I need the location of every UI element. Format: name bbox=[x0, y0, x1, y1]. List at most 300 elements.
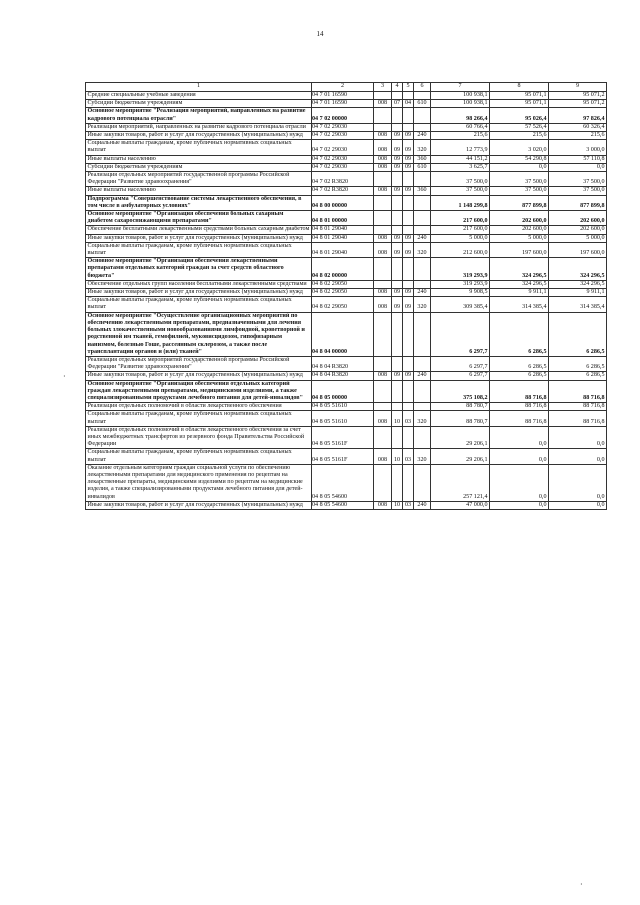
subsection-code bbox=[403, 172, 414, 187]
subsection-code bbox=[403, 356, 414, 371]
expense-type-code: 320 bbox=[414, 411, 431, 426]
amount-year-2: 314 385,4 bbox=[490, 297, 549, 312]
amount-year-3: 0,0 bbox=[549, 449, 607, 464]
department-code bbox=[374, 195, 392, 210]
table-row bbox=[86, 242, 607, 257]
amount-year-3: 9 911,1 bbox=[549, 289, 607, 297]
row-name: Обеспечение бесплатными лекарственными средствами больных сахарным диабетом bbox=[86, 226, 312, 234]
amount-year-1: 212 600,0 bbox=[431, 242, 490, 257]
page-number: 14 bbox=[316, 30, 324, 38]
row-name: Социальные выплаты гражданам, кроме публичных нормативных социальных выплат bbox=[86, 449, 312, 464]
table-row bbox=[86, 123, 607, 131]
amount-year-3: 324 296,5 bbox=[549, 258, 607, 281]
section-code: 09 bbox=[392, 297, 403, 312]
department-code bbox=[374, 426, 392, 449]
program-code: 04 8 05 51610 bbox=[312, 411, 374, 426]
row-name: Иные закупки товаров, работ и услуг для государственных (муниципальных) нужд bbox=[86, 372, 312, 380]
subsection-code bbox=[403, 464, 414, 501]
table-row bbox=[86, 172, 607, 187]
subsection-code: 09 bbox=[403, 234, 414, 242]
subsection-code: 09 bbox=[403, 155, 414, 163]
margin-mark: · bbox=[63, 372, 66, 381]
amount-year-3: 324 296,5 bbox=[549, 280, 607, 288]
amount-year-3: 88 716,8 bbox=[549, 403, 607, 411]
expense-type-code bbox=[414, 92, 431, 100]
amount-year-2: 324 296,5 bbox=[490, 258, 549, 281]
department-code bbox=[374, 403, 392, 411]
expense-type-code: 610 bbox=[414, 100, 431, 108]
amount-year-2: 6 286,5 bbox=[490, 372, 549, 380]
department-code: 008 bbox=[374, 372, 392, 380]
table-row bbox=[86, 297, 607, 312]
row-name: Социальные выплаты гражданам, кроме публичных нормативных социальных выплат bbox=[86, 411, 312, 426]
table-row bbox=[86, 132, 607, 140]
subsection-code: 09 bbox=[403, 187, 414, 195]
section-code bbox=[392, 464, 403, 501]
amount-year-1: 257 121,4 bbox=[431, 464, 490, 501]
table-row bbox=[86, 426, 607, 449]
section-code bbox=[392, 211, 403, 226]
amount-year-1: 29 206,1 bbox=[431, 426, 490, 449]
program-code: 04 8 05 51610 bbox=[312, 403, 374, 411]
amount-year-2: 215,6 bbox=[490, 132, 549, 140]
amount-year-3: 314 385,4 bbox=[549, 297, 607, 312]
subsection-code bbox=[403, 108, 414, 123]
subsection-code bbox=[403, 92, 414, 100]
table-row bbox=[86, 449, 607, 464]
section-code: 09 bbox=[392, 140, 403, 155]
table-row bbox=[86, 195, 607, 210]
table-row bbox=[86, 140, 607, 155]
amount-year-1: 5 000,0 bbox=[431, 234, 490, 242]
department-code: 008 bbox=[374, 140, 392, 155]
table-row bbox=[86, 211, 607, 226]
program-code: 04 8 02 29050 bbox=[312, 297, 374, 312]
amount-year-3: 5 000,0 bbox=[549, 234, 607, 242]
amount-year-3: 60 326,4 bbox=[549, 123, 607, 131]
table-row bbox=[86, 163, 607, 171]
amount-year-3: 6 286,5 bbox=[549, 356, 607, 371]
row-name: Иные выплаты населению bbox=[86, 155, 312, 163]
department-code: 008 bbox=[374, 155, 392, 163]
amount-year-3: 3 000,0 bbox=[549, 140, 607, 155]
program-code: 04 7 02 29030 bbox=[312, 155, 374, 163]
subsection-code: 09 bbox=[403, 297, 414, 312]
amount-year-2: 0,0 bbox=[490, 449, 549, 464]
subsection-code bbox=[403, 195, 414, 210]
table-row bbox=[86, 258, 607, 281]
department-code: 008 bbox=[374, 100, 392, 108]
expense-type-code: 240 bbox=[414, 372, 431, 380]
amount-year-3: 202 600,0 bbox=[549, 226, 607, 234]
department-code: 008 bbox=[374, 449, 392, 464]
subsection-code: 09 bbox=[403, 289, 414, 297]
amount-year-1: 60 766,4 bbox=[431, 123, 490, 131]
program-code: 04 8 01 29040 bbox=[312, 226, 374, 234]
header-row bbox=[86, 83, 607, 92]
program-code: 04 8 02 29050 bbox=[312, 289, 374, 297]
expense-type-code bbox=[414, 172, 431, 187]
department-code: 008 bbox=[374, 411, 392, 426]
amount-year-1: 47 000,0 bbox=[431, 501, 490, 509]
department-code: 008 bbox=[374, 289, 392, 297]
amount-year-2: 324 296,5 bbox=[490, 280, 549, 288]
amount-year-1: 3 625,7 bbox=[431, 163, 490, 171]
row-name: Основное мероприятие "Осуществление организационных мероприятий по обеспечению лекарственными препаратами, предназначенными для лечения больных злокачественными новообразованиями лимфоидной, кроветворной и родственной им тканей, гемофилией, муковисцидозом, гипофизарным нанизмом, болезнью Гоше, рассеянным склерозом, а также после трансплантации органов и (или) тканей" bbox=[86, 312, 312, 356]
section-code: 09 bbox=[392, 289, 403, 297]
section-code: 09 bbox=[392, 242, 403, 257]
table-row bbox=[86, 501, 607, 509]
amount-year-2: 57 526,4 bbox=[490, 123, 549, 131]
department-code bbox=[374, 92, 392, 100]
subsection-code: 09 bbox=[403, 163, 414, 171]
expense-type-code bbox=[414, 123, 431, 131]
subsection-code bbox=[403, 226, 414, 234]
header-cell: 3 bbox=[374, 83, 392, 92]
subsection-code bbox=[403, 123, 414, 131]
amount-year-1: 6 297,7 bbox=[431, 372, 490, 380]
amount-year-3: 95 071,2 bbox=[549, 100, 607, 108]
department-code: 008 bbox=[374, 163, 392, 171]
expense-type-code bbox=[414, 312, 431, 356]
row-name: Основное мероприятие "Организация обеспечения отдельных категорий граждан лекарственными препаратами, медицинскими изделиями, а также специализированными продуктами лечебного питания для детей-инвалидов" bbox=[86, 380, 312, 403]
amount-year-3: 197 600,0 bbox=[549, 242, 607, 257]
program-code: 04 7 02 29030 bbox=[312, 163, 374, 171]
amount-year-1: 217 600,0 bbox=[431, 211, 490, 226]
table-row bbox=[86, 403, 607, 411]
row-name: Реализация отдельных мероприятий государственной программы Российской Федерации "Развитие здравоохранения" bbox=[86, 172, 312, 187]
amount-year-1: 88 780,7 bbox=[431, 411, 490, 426]
amount-year-3: 57 110,8 bbox=[549, 155, 607, 163]
table-row bbox=[86, 372, 607, 380]
section-code bbox=[392, 312, 403, 356]
section-code: 09 bbox=[392, 155, 403, 163]
section-code bbox=[392, 258, 403, 281]
section-code bbox=[392, 172, 403, 187]
expense-type-code: 320 bbox=[414, 449, 431, 464]
amount-year-1: 215,6 bbox=[431, 132, 490, 140]
amount-year-2: 202 600,0 bbox=[490, 226, 549, 234]
amount-year-1: 98 266,4 bbox=[431, 108, 490, 123]
amount-year-2: 6 286,5 bbox=[490, 312, 549, 356]
subsection-code bbox=[403, 426, 414, 449]
department-code: 008 bbox=[374, 242, 392, 257]
row-name: Реализация мероприятий, направленных на развитие кадрового потенциала отрасли bbox=[86, 123, 312, 131]
section-code: 09 bbox=[392, 187, 403, 195]
row-name: Реализация отдельных мероприятий государственной программы Российской Федерации "Развитие здравоохранения" bbox=[86, 356, 312, 371]
subsection-code bbox=[403, 380, 414, 403]
amount-year-3: 6 286,5 bbox=[549, 372, 607, 380]
amount-year-2: 6 286,5 bbox=[490, 356, 549, 371]
section-code: 10 bbox=[392, 449, 403, 464]
section-code bbox=[392, 356, 403, 371]
program-code: 04 7 02 29030 bbox=[312, 140, 374, 155]
department-code bbox=[374, 211, 392, 226]
subsection-code: 09 bbox=[403, 132, 414, 140]
amount-year-1: 100 938,1 bbox=[431, 92, 490, 100]
amount-year-2: 3 020,0 bbox=[490, 140, 549, 155]
program-code: 04 8 05 00000 bbox=[312, 380, 374, 403]
expense-type-code bbox=[414, 380, 431, 403]
amount-year-2: 5 000,0 bbox=[490, 234, 549, 242]
header-cell: 1 bbox=[86, 83, 312, 92]
program-code: 04 7 01 16590 bbox=[312, 100, 374, 108]
department-code bbox=[374, 226, 392, 234]
department-code bbox=[374, 356, 392, 371]
amount-year-1: 44 151,2 bbox=[431, 155, 490, 163]
row-name: Оказание отдельным категориям граждан социальной услуги по обеспечению лекарственными препаратами для медицинского применения по рецептам на лекарственные препараты, медицинскими изделиями по рецептам на медицинские изделия, а также специализированными продуктами лечебного питания для детей-инвалидов bbox=[86, 464, 312, 501]
section-code: 09 bbox=[392, 234, 403, 242]
amount-year-1: 319 293,9 bbox=[431, 258, 490, 281]
subsection-code bbox=[403, 312, 414, 356]
amount-year-2: 37 500,0 bbox=[490, 172, 549, 187]
amount-year-3: 0,0 bbox=[549, 464, 607, 501]
amount-year-3: 0,0 bbox=[549, 501, 607, 509]
section-code: 09 bbox=[392, 163, 403, 171]
section-code bbox=[392, 426, 403, 449]
row-name: Иные выплаты населению bbox=[86, 187, 312, 195]
table-row bbox=[86, 280, 607, 288]
department-code: 008 bbox=[374, 234, 392, 242]
subsection-code: 04 bbox=[403, 100, 414, 108]
header-cell: 6 bbox=[414, 83, 431, 92]
section-code: 10 bbox=[392, 411, 403, 426]
amount-year-1: 309 385,4 bbox=[431, 297, 490, 312]
table-row bbox=[86, 234, 607, 242]
row-name: Социальные выплаты гражданам, кроме публичных нормативных социальных выплат bbox=[86, 140, 312, 155]
amount-year-2: 197 600,0 bbox=[490, 242, 549, 257]
table-row bbox=[86, 312, 607, 356]
program-code: 04 8 05 5161F bbox=[312, 449, 374, 464]
margin-mark: · bbox=[580, 880, 583, 889]
department-code bbox=[374, 123, 392, 131]
amount-year-3: 0,0 bbox=[549, 426, 607, 449]
section-code: 09 bbox=[392, 132, 403, 140]
amount-year-3: 88 716,8 bbox=[549, 411, 607, 426]
row-name: Иные закупки товаров, работ и услуг для государственных (муниципальных) нужд bbox=[86, 501, 312, 509]
amount-year-2: 877 899,8 bbox=[490, 195, 549, 210]
amount-year-2: 95 071,1 bbox=[490, 92, 549, 100]
department-code bbox=[374, 380, 392, 403]
header-cell: 2 bbox=[312, 83, 374, 92]
expense-type-code bbox=[414, 108, 431, 123]
subsection-code bbox=[403, 258, 414, 281]
row-name: Реализация отдельных полномочий в области лекарственного обеспечения за счет иных межбюджетных трансфертов из резервного фонда Правительства Российской Федерации bbox=[86, 426, 312, 449]
amount-year-2: 0,0 bbox=[490, 464, 549, 501]
amount-year-1: 88 780,7 bbox=[431, 403, 490, 411]
amount-year-2: 37 500,0 bbox=[490, 187, 549, 195]
amount-year-2: 9 911,1 bbox=[490, 289, 549, 297]
department-code bbox=[374, 464, 392, 501]
subsection-code bbox=[403, 280, 414, 288]
amount-year-1: 37 500,0 bbox=[431, 172, 490, 187]
program-code: 04 8 01 29040 bbox=[312, 234, 374, 242]
section-code bbox=[392, 226, 403, 234]
row-name: Реализация отдельных полномочий в области лекарственного обеспечения bbox=[86, 403, 312, 411]
amount-year-2: 88 716,8 bbox=[490, 380, 549, 403]
amount-year-1: 6 297,7 bbox=[431, 356, 490, 371]
expense-type-code: 240 bbox=[414, 501, 431, 509]
amount-year-2: 0,0 bbox=[490, 426, 549, 449]
section-code bbox=[392, 123, 403, 131]
program-code: 04 7 02 00000 bbox=[312, 108, 374, 123]
table-row bbox=[86, 464, 607, 501]
row-name: Обеспечение отдельных групп населения бесплатными лекарственными средствами bbox=[86, 280, 312, 288]
department-code: 008 bbox=[374, 187, 392, 195]
program-code: 04 8 05 54600 bbox=[312, 501, 374, 509]
row-name: Основное мероприятие "Организация обеспечения больных сахарным диабетом сахароснижающими препаратами" bbox=[86, 211, 312, 226]
department-code bbox=[374, 312, 392, 356]
amount-year-3: 0,0 bbox=[549, 163, 607, 171]
subsection-code: 03 bbox=[403, 411, 414, 426]
program-code: 04 7 02 29030 bbox=[312, 123, 374, 131]
table-row bbox=[86, 187, 607, 195]
row-name: Субсидии бюджетным учреждениям bbox=[86, 163, 312, 171]
section-code bbox=[392, 108, 403, 123]
table-row bbox=[86, 108, 607, 123]
department-code bbox=[374, 258, 392, 281]
program-code: 04 7 02 R3820 bbox=[312, 187, 374, 195]
subsection-code: 03 bbox=[403, 501, 414, 509]
expense-type-code: 320 bbox=[414, 242, 431, 257]
subsection-code: 09 bbox=[403, 242, 414, 257]
amount-year-1: 29 206,1 bbox=[431, 449, 490, 464]
program-code: 04 8 05 54600 bbox=[312, 464, 374, 501]
subsection-code: 09 bbox=[403, 140, 414, 155]
row-name: Средние специальные учебные заведения bbox=[86, 92, 312, 100]
row-name: Основное мероприятие "Реализация мероприятий, направленных на развитие кадрового потенциала отрасли" bbox=[86, 108, 312, 123]
expense-type-code: 320 bbox=[414, 140, 431, 155]
expense-type-code bbox=[414, 280, 431, 288]
program-code: 04 8 01 00000 bbox=[312, 211, 374, 226]
section-code bbox=[392, 195, 403, 210]
expense-type-code: 360 bbox=[414, 155, 431, 163]
header-cell: 5 bbox=[403, 83, 414, 92]
amount-year-1: 1 148 299,8 bbox=[431, 195, 490, 210]
expense-type-code: 610 bbox=[414, 163, 431, 171]
expense-type-code bbox=[414, 426, 431, 449]
amount-year-1: 12 773,9 bbox=[431, 140, 490, 155]
amount-year-1: 375 108,2 bbox=[431, 380, 490, 403]
header-cell: 8 bbox=[490, 83, 549, 92]
amount-year-1: 100 938,1 bbox=[431, 100, 490, 108]
row-name: Иные закупки товаров, работ и услуг для государственных (муниципальных) нужд bbox=[86, 234, 312, 242]
amount-year-3: 97 826,4 bbox=[549, 108, 607, 123]
amount-year-3: 877 899,8 bbox=[549, 195, 607, 210]
program-code: 04 7 02 29030 bbox=[312, 132, 374, 140]
header-cell: 7 bbox=[431, 83, 490, 92]
amount-year-2: 0,0 bbox=[490, 163, 549, 171]
amount-year-3: 95 071,2 bbox=[549, 92, 607, 100]
amount-year-2: 54 290,8 bbox=[490, 155, 549, 163]
amount-year-3: 88 716,8 bbox=[549, 380, 607, 403]
amount-year-2: 88 716,8 bbox=[490, 411, 549, 426]
section-code bbox=[392, 380, 403, 403]
expense-type-code bbox=[414, 211, 431, 226]
row-name: Подпрограмма "Совершенствование системы лекарственного обеспечения, в том числе в амбулаторных условиях" bbox=[86, 195, 312, 210]
section-code: 09 bbox=[392, 372, 403, 380]
expense-type-code bbox=[414, 403, 431, 411]
program-code: 04 8 01 29040 bbox=[312, 242, 374, 257]
row-name: Иные закупки товаров, работ и услуг для государственных (муниципальных) нужд bbox=[86, 132, 312, 140]
program-code: 04 8 00 00000 bbox=[312, 195, 374, 210]
amount-year-2: 202 600,0 bbox=[490, 211, 549, 226]
amount-year-3: 37 500,0 bbox=[549, 187, 607, 195]
expense-type-code: 320 bbox=[414, 297, 431, 312]
table-row bbox=[86, 411, 607, 426]
table-row bbox=[86, 289, 607, 297]
table-row bbox=[86, 155, 607, 163]
amount-year-1: 6 297,7 bbox=[431, 312, 490, 356]
amount-year-2: 0,0 bbox=[490, 501, 549, 509]
row-name: Субсидии бюджетным учреждениям bbox=[86, 100, 312, 108]
expense-type-code bbox=[414, 195, 431, 210]
program-code: 04 7 01 16590 bbox=[312, 92, 374, 100]
subsection-code: 03 bbox=[403, 449, 414, 464]
row-name: Основное мероприятие "Организация обеспечения лекарственными препаратами отдельных категорий граждан за счет средств областного бюджета" bbox=[86, 258, 312, 281]
amount-year-2: 95 071,1 bbox=[490, 100, 549, 108]
expense-type-code bbox=[414, 464, 431, 501]
section-code bbox=[392, 92, 403, 100]
amount-year-3: 202 600,0 bbox=[549, 211, 607, 226]
section-code bbox=[392, 280, 403, 288]
section-code bbox=[392, 403, 403, 411]
table-row bbox=[86, 92, 607, 100]
amount-year-2: 95 026,4 bbox=[490, 108, 549, 123]
expense-type-code: 240 bbox=[414, 132, 431, 140]
department-code bbox=[374, 280, 392, 288]
table-row bbox=[86, 356, 607, 371]
amount-year-3: 215,6 bbox=[549, 132, 607, 140]
amount-year-1: 37 500,0 bbox=[431, 187, 490, 195]
program-code: 04 8 02 29050 bbox=[312, 280, 374, 288]
amount-year-3: 37 500,0 bbox=[549, 172, 607, 187]
amount-year-3: 6 286,5 bbox=[549, 312, 607, 356]
program-code: 04 8 05 5161F bbox=[312, 426, 374, 449]
amount-year-1: 319 293,9 bbox=[431, 280, 490, 288]
expense-type-code: 360 bbox=[414, 187, 431, 195]
header-cell: 9 bbox=[549, 83, 607, 92]
subsection-code bbox=[403, 403, 414, 411]
expense-type-code: 240 bbox=[414, 234, 431, 242]
amount-year-2: 88 716,8 bbox=[490, 403, 549, 411]
department-code: 008 bbox=[374, 132, 392, 140]
department-code: 008 bbox=[374, 297, 392, 312]
budget-table bbox=[85, 82, 607, 510]
expense-type-code bbox=[414, 226, 431, 234]
table-row bbox=[86, 100, 607, 108]
program-code: 04 7 02 R3820 bbox=[312, 172, 374, 187]
section-code: 10 bbox=[392, 501, 403, 509]
subsection-code bbox=[403, 211, 414, 226]
section-code: 07 bbox=[392, 100, 403, 108]
department-code: 008 bbox=[374, 501, 392, 509]
program-code: 04 8 04 R3820 bbox=[312, 356, 374, 371]
table-row bbox=[86, 226, 607, 234]
expense-type-code bbox=[414, 258, 431, 281]
department-code bbox=[374, 172, 392, 187]
program-code: 04 8 04 R3820 bbox=[312, 372, 374, 380]
table-row bbox=[86, 380, 607, 403]
expense-type-code bbox=[414, 356, 431, 371]
expense-type-code: 240 bbox=[414, 289, 431, 297]
program-code: 04 8 04 00000 bbox=[312, 312, 374, 356]
header-cell: 4 bbox=[392, 83, 403, 92]
row-name: Иные закупки товаров, работ и услуг для государственных (муниципальных) нужд bbox=[86, 289, 312, 297]
row-name: Социальные выплаты гражданам, кроме публичных нормативных социальных выплат bbox=[86, 242, 312, 257]
amount-year-1: 217 600,0 bbox=[431, 226, 490, 234]
program-code: 04 8 02 00000 bbox=[312, 258, 374, 281]
